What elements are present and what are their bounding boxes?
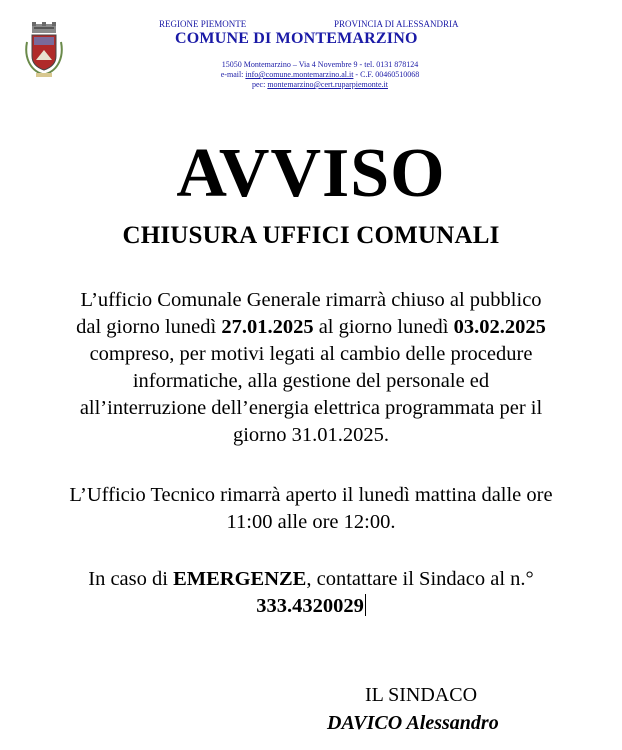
- closure-line-5: all’interruzione dell’energia elettrica programmata per il: [79, 397, 543, 419]
- closure-line-2b: al giorno lunedì: [313, 316, 454, 338]
- cf-text: - C.F. 00460510068: [353, 70, 420, 79]
- address-line: 15050 Montemarzino – Via 4 Novembre 9 - tel. 0131 878124: [221, 60, 419, 69]
- closure-line-2: [14, 314, 608, 341]
- date-from: 27.01.2025: [221, 316, 314, 338]
- emergency-paragraph: [14, 566, 608, 620]
- pec-link[interactable]: montemarzino@cert.ruparpiemonte.it: [267, 80, 388, 89]
- closure-line-6: giorno 31.01.2025.: [232, 424, 390, 446]
- contact-block: [140, 60, 500, 90]
- date-to: 03.02.2025: [453, 316, 546, 338]
- region-label: REGIONE PIEMONTE: [159, 19, 247, 29]
- technical-office-paragraph: [14, 482, 608, 536]
- notice-subtitle: CHIUSURA UFFICI COMUNALI: [122, 222, 500, 249]
- technical-line-2: 11:00 alle ore 12:00.: [226, 511, 396, 533]
- comune-name: COMUNE DI MONTEMARZINO: [175, 30, 418, 47]
- emergency-word: EMERGENZE: [173, 568, 307, 590]
- closure-line-4: informatiche, alla gestione del personale ed: [132, 370, 490, 392]
- notice-title: AVVISO: [176, 135, 446, 212]
- pec-label: pec:: [252, 80, 268, 89]
- closure-paragraph: [14, 287, 608, 449]
- technical-line-1: L’Ufficio Tecnico rimarrà aperto il lunedì mattina dalle ore: [69, 484, 553, 506]
- coat-of-arms-icon: [24, 22, 64, 78]
- email-line: [140, 70, 500, 80]
- closure-line-3: compreso, per motivi legati al cambio delle procedure: [89, 343, 533, 365]
- closure-line-2a: dal giorno lunedì: [76, 316, 222, 338]
- closure-line-1: L’ufficio Comunale Generale rimarrà chiuso al pubblico: [80, 289, 542, 311]
- pec-line: [140, 80, 500, 90]
- signature-title: IL SINDACO: [365, 684, 478, 706]
- email-link[interactable]: info@comune.montemarzino.al.it: [245, 70, 354, 79]
- text-cursor: [365, 594, 366, 616]
- emergency-line-1: [14, 566, 608, 593]
- province-label: PROVINCIA DI ALESSANDRIA: [334, 19, 459, 29]
- mayor-phone[interactable]: 333.4320029: [256, 595, 364, 617]
- emergency-line-1b: , contattare il Sindaco al n.°: [306, 568, 534, 590]
- emergency-line-2: [14, 593, 608, 620]
- emergency-line-1a: In caso di: [88, 568, 174, 590]
- signature-name: DAVICO Alessandro: [327, 712, 499, 734]
- email-label: e-mail:: [220, 70, 246, 79]
